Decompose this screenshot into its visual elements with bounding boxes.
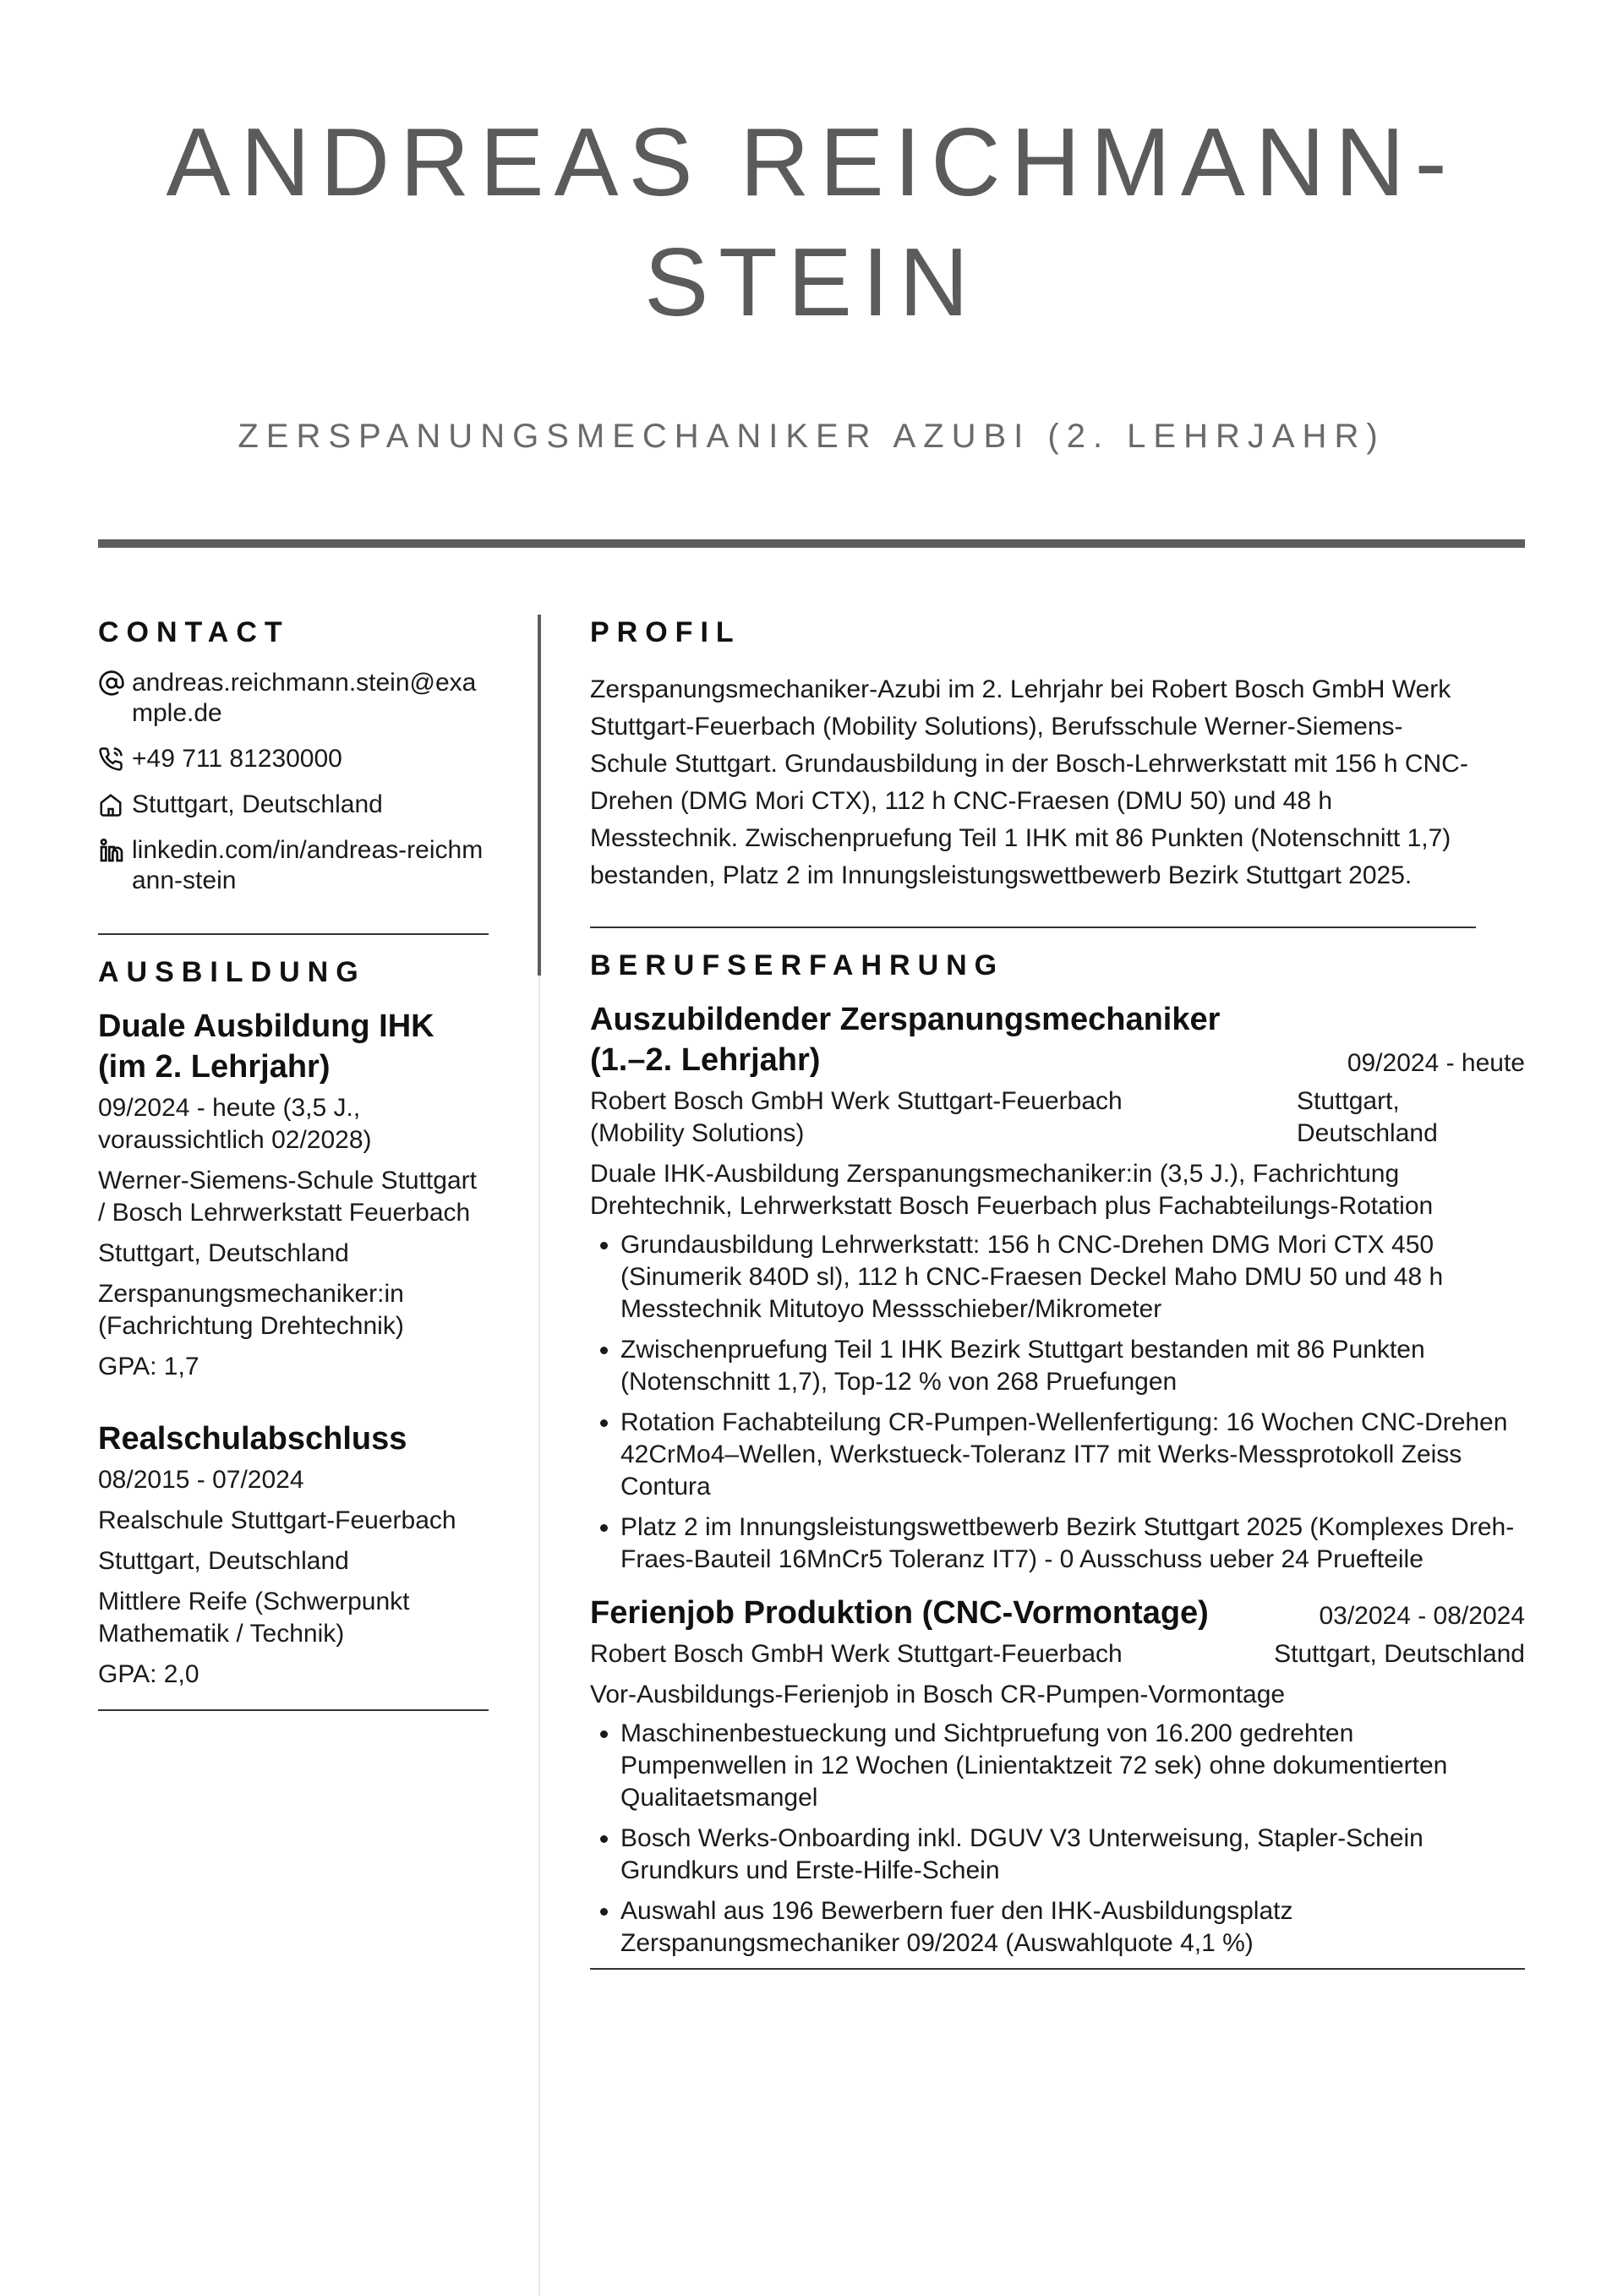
education-gpa: GPA: 2,0 (98, 1660, 199, 1688)
education-school: Werner-Siemens-Schule Stuttgart / Bosch Lehrwerkstatt Feuerbach (98, 1167, 477, 1227)
job-bullet: • Platz 2 im Innungsleistungswettbewerb Bezirk Stuttgart 2025 (Komplexes Dreh-Fraes-Bauteil 16MnCr5 Toleranz IT7) - 0 Ausschuss ueber 24 Pruefteile (620, 1512, 1525, 1576)
job-header (590, 999, 1525, 1080)
contact-list (98, 668, 489, 896)
job-bullet: • Maschinenbestueckung und Sichtpruefung von 16.200 gedrehten Pumpenwellen in 12 Wochen (Linientaktzeit 72 sek) ohne dokumentierten Qualitaetsmangel (620, 1718, 1525, 1814)
candidate-name-line1: ANDREAS REICHMANN- (166, 109, 1457, 216)
profile-heading: PROFIL (590, 616, 741, 648)
education-degree: Realschulabschluss (98, 1421, 407, 1457)
left-column (98, 614, 489, 1711)
contact-email-text[interactable]: andreas.reichmann.stein@example.de (132, 669, 477, 727)
education-degree: Duale Ausbildung IHK (im 2. Lehrjahr) (98, 1009, 434, 1085)
education-entry (98, 1419, 489, 1691)
job-header (590, 1593, 1525, 1633)
job-bullet: • Zwischenpruefung Teil 1 IHK Bezirk Stuttgart bestanden mit 86 Punkten (Notenschnitt 1,7), Top-12 % von 268 Pruefungen (620, 1334, 1525, 1398)
header-divider (98, 539, 1525, 548)
education-divider (98, 1709, 489, 1711)
right-column (590, 614, 1525, 1970)
job-description: Vor-Ausbildungs-Ferienjob in Bosch CR-Pumpen-Vormontage (590, 1681, 1286, 1708)
experience-heading: BERUFSERFAHRUNG (590, 949, 1005, 981)
job-bullets (590, 1229, 1525, 1576)
education-school: Realschule Stuttgart-Feuerbach (98, 1506, 456, 1534)
job-bullet: • Bosch Werks-Onboarding inkl. DGUV V3 Unterweisung, Stapler-Schein Grundkurs und Erste-Hilfe-Schein (620, 1823, 1525, 1887)
linkedin-icon (98, 835, 132, 866)
profile-text: Zerspanungsmechaniker-Azubi im 2. Lehrjahr bei Robert Bosch GmbH Werk Stuttgart-Feuerbach (Mobility Solutions), Berufsschule Werner-Siemens-Schule Stuttgart. Grundausbildung in der Bosch-Lehrwerkstatt mit 156 h CNC-Drehen (DMG Mori CTX), 112 h CNC-Fraesen (DMU 50) und 48 h Messtechnik. Zwischenpruefung Teil 1 IHK mit 86 Punkten (Notenschnitt 1,7) bestanden, Platz 2 im Innungsleistungswettbewerb Bezirk Stuttgart 2025. (590, 675, 1468, 889)
job-bullet: • Auswahl aus 196 Bewerbern fuer den IHK-Ausbildungsplatz Zerspanungsmechaniker 09/2024 (Auswahlquote 4,1 %) (620, 1895, 1525, 1960)
education-entry (98, 1006, 489, 1383)
education-location: Stuttgart, Deutschland (98, 1547, 349, 1575)
job-bullet: • Rotation Fachabteilung CR-Pumpen-Wellenfertigung: 16 Wochen CNC-Drehen 42CrMo4–Wellen, Werkstueck-Toleranz IT7 mit Werks-Messprotokoll Zeiss Contura (620, 1407, 1525, 1503)
contact-location-text: Stuttgart, Deutschland (132, 790, 383, 818)
experience-divider (590, 1968, 1525, 1970)
education-heading: AUSBILDUNG (98, 956, 366, 988)
contact-phone-text[interactable]: +49 711 81230000 (132, 745, 342, 773)
job-meta (590, 1085, 1525, 1150)
job-location: Stuttgart, Deutschland (1297, 1087, 1438, 1147)
job-title: Ferienjob Produktion (CNC-Vormontage) (590, 1595, 1209, 1631)
job-bullet: • Grundausbildung Lehrwerkstatt: 156 h CNC-Drehen DMG Mori CTX 450 (Sinumerik 840D sl), 112 h CNC-Fraesen Deckel Maho DMU 50 und 48 h Messtechnik Mitutoyo Messschieber/Mikrometer (620, 1229, 1525, 1326)
job-entry (590, 1593, 1525, 1960)
job-dates: 03/2024 - 08/2024 (1319, 1602, 1525, 1630)
column-divider (538, 615, 541, 976)
contact-linkedin-text[interactable]: linkedin.com/in/andreas-reichmann-stein (132, 836, 484, 894)
education-field: Zerspanungsmechaniker:in (Fachrichtung Drehtechnik) (98, 1280, 404, 1340)
candidate-name-line2: STEIN (644, 229, 979, 336)
contact-location (98, 790, 489, 820)
education-field: Mittlere Reife (Schwerpunkt Mathematik / Technik) (98, 1588, 410, 1648)
education-dates: 08/2015 - 07/2024 (98, 1466, 304, 1494)
contact-email[interactable] (98, 668, 489, 729)
column-divider-light (538, 976, 540, 2296)
profile-divider (590, 927, 1476, 928)
contact-phone[interactable] (98, 744, 489, 774)
job-title: Auszubildender Zerspanungsmechaniker (1.–2. Lehrjahr) (590, 1002, 1221, 1078)
job-entry (590, 999, 1525, 1576)
job-description: Duale IHK-Ausbildung Zerspanungsmechaniker:in (3,5 J.), Fachrichtung Drehtechnik, Lehrwerkstatt Bosch Feuerbach plus Fachabteilungs-Rotation (590, 1160, 1434, 1220)
phone-icon (98, 744, 132, 774)
contact-divider (98, 933, 489, 935)
job-bullets (590, 1718, 1525, 1960)
education-location: Stuttgart, Deutschland (98, 1239, 349, 1267)
contact-heading: CONTACT (98, 616, 290, 648)
job-company: Robert Bosch GmbH Werk Stuttgart-Feuerbach (Mobility Solutions) (590, 1087, 1123, 1147)
job-subtitle: ZERSPANUNGSMECHANIKER AZUBI (2. LEHRJAHR) (238, 418, 1385, 455)
job-company: Robert Bosch GmbH Werk Stuttgart-Feuerbach (590, 1640, 1123, 1668)
candidate-name (0, 103, 1623, 343)
job-meta (590, 1638, 1525, 1670)
contact-linkedin[interactable] (98, 835, 489, 896)
job-dates: 09/2024 - heute (1347, 1049, 1525, 1077)
education-dates: 09/2024 - heute (3,5 J., voraussichtlich 02/2028) (98, 1094, 372, 1154)
home-icon (98, 790, 132, 820)
job-location: Stuttgart, Deutschland (1274, 1640, 1525, 1668)
at-icon (98, 668, 132, 698)
education-gpa: GPA: 1,7 (98, 1353, 199, 1380)
